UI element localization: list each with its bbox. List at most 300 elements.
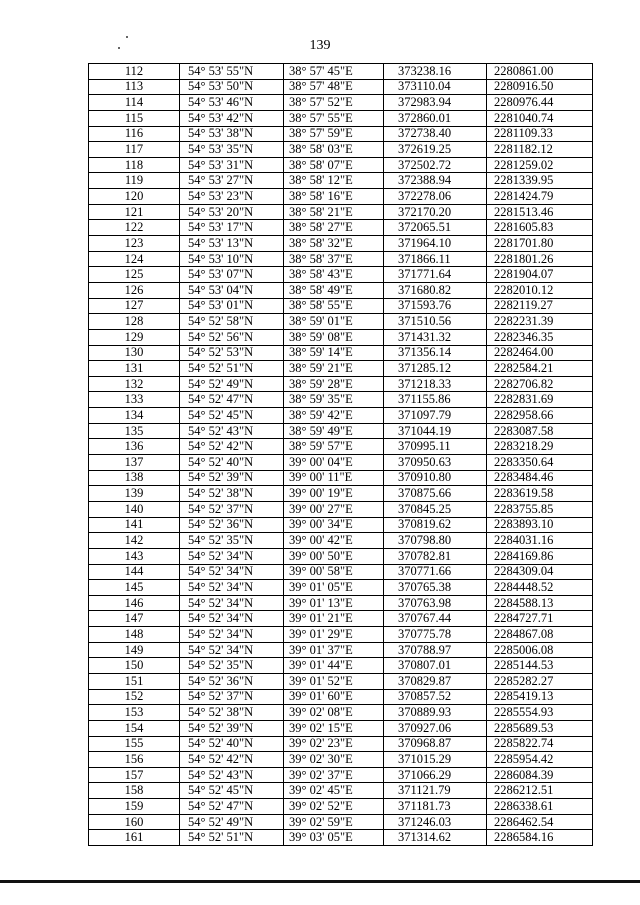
point-number-cell: 148 (89, 627, 180, 643)
x-coordinate-cell: 371044.19 (384, 423, 487, 439)
y-coordinate-cell: 2280916.50 (487, 79, 593, 95)
x-coordinate-cell: 371431.32 (384, 329, 487, 345)
y-coordinate-cell: 2285554.93 (487, 705, 593, 721)
latitude-cell: 54° 52' 36"N (180, 517, 284, 533)
x-coordinate-cell: 371097.79 (384, 408, 487, 424)
y-coordinate-cell: 2286212.51 (487, 783, 593, 799)
point-number-cell: 119 (89, 173, 180, 189)
longitude-cell: 39° 02' 30"E (284, 752, 384, 768)
latitude-cell: 54° 53' 46"N (180, 95, 284, 111)
latitude-cell: 54° 52' 45"N (180, 783, 284, 799)
y-coordinate-cell: 2286584.16 (487, 830, 593, 846)
y-coordinate-cell: 2284448.52 (487, 580, 593, 596)
table-row (89, 267, 593, 283)
longitude-cell: 39° 01' 29"E (284, 627, 384, 643)
latitude-cell: 54° 52' 45"N (180, 408, 284, 424)
table-row (89, 236, 593, 252)
longitude-cell: 38° 59' 01"E (284, 314, 384, 330)
longitude-cell: 38° 59' 42"E (284, 408, 384, 424)
y-coordinate-cell: 2281182.12 (487, 142, 593, 158)
x-coordinate-cell: 370829.87 (384, 673, 487, 689)
latitude-cell: 54° 52' 38"N (180, 705, 284, 721)
x-coordinate-cell: 371181.73 (384, 799, 487, 815)
x-coordinate-cell: 371155.86 (384, 392, 487, 408)
page-number: 139 (309, 38, 331, 53)
y-coordinate-cell: 2285144.53 (487, 658, 593, 674)
latitude-cell: 54° 53' 42"N (180, 110, 284, 126)
table-row (89, 439, 593, 455)
x-coordinate-cell: 372065.51 (384, 220, 487, 236)
y-coordinate-cell: 2282119.27 (487, 298, 593, 314)
longitude-cell: 39° 02' 52"E (284, 799, 384, 815)
y-coordinate-cell: 2281904.07 (487, 267, 593, 283)
latitude-cell: 54° 52' 42"N (180, 439, 284, 455)
latitude-cell: 54° 52' 39"N (180, 470, 284, 486)
x-coordinate-cell: 370819.62 (384, 517, 487, 533)
point-number-cell: 130 (89, 345, 180, 361)
x-coordinate-cell: 372502.72 (384, 157, 487, 173)
x-coordinate-cell: 371285.12 (384, 361, 487, 377)
point-number-cell: 134 (89, 408, 180, 424)
y-coordinate-cell: 2282231.39 (487, 314, 593, 330)
page-bottom-edge (0, 880, 640, 883)
x-coordinate-cell: 371964.10 (384, 236, 487, 252)
x-coordinate-cell: 372388.94 (384, 173, 487, 189)
longitude-cell: 38° 58' 12"E (284, 173, 384, 189)
point-number-cell: 133 (89, 392, 180, 408)
y-coordinate-cell: 2280861.00 (487, 64, 593, 80)
longitude-cell: 39° 00' 27"E (284, 501, 384, 517)
latitude-cell: 54° 52' 34"N (180, 642, 284, 658)
longitude-cell: 38° 59' 14"E (284, 345, 384, 361)
point-number-cell: 142 (89, 533, 180, 549)
latitude-cell: 54° 52' 34"N (180, 548, 284, 564)
latitude-cell: 54° 52' 51"N (180, 830, 284, 846)
longitude-cell: 38° 58' 55"E (284, 298, 384, 314)
y-coordinate-cell: 2281801.26 (487, 251, 593, 267)
point-number-cell: 127 (89, 298, 180, 314)
point-number-cell: 147 (89, 611, 180, 627)
longitude-cell: 39° 00' 42"E (284, 533, 384, 549)
longitude-cell: 39° 02' 59"E (284, 814, 384, 830)
table-row (89, 79, 593, 95)
y-coordinate-cell: 2286338.61 (487, 799, 593, 815)
longitude-cell: 39° 02' 37"E (284, 767, 384, 783)
longitude-cell: 38° 58' 21"E (284, 204, 384, 220)
y-coordinate-cell: 2284031.16 (487, 533, 593, 549)
latitude-cell: 54° 52' 47"N (180, 392, 284, 408)
latitude-cell: 54° 52' 35"N (180, 658, 284, 674)
x-coordinate-cell: 370771.66 (384, 564, 487, 580)
x-coordinate-cell: 370875.66 (384, 486, 487, 502)
table-row (89, 548, 593, 564)
longitude-cell: 39° 01' 13"E (284, 595, 384, 611)
point-number-cell: 129 (89, 329, 180, 345)
longitude-cell: 38° 58' 03"E (284, 142, 384, 158)
latitude-cell: 54° 53' 20"N (180, 204, 284, 220)
y-coordinate-cell: 2281040.74 (487, 110, 593, 126)
table-row (89, 408, 593, 424)
point-number-cell: 139 (89, 486, 180, 502)
longitude-cell: 38° 57' 55"E (284, 110, 384, 126)
table-row (89, 673, 593, 689)
longitude-cell: 38° 57' 45"E (284, 64, 384, 80)
y-coordinate-cell: 2282346.35 (487, 329, 593, 345)
longitude-cell: 39° 00' 34"E (284, 517, 384, 533)
latitude-cell: 54° 52' 43"N (180, 423, 284, 439)
longitude-cell: 39° 01' 60"E (284, 689, 384, 705)
latitude-cell: 54° 53' 38"N (180, 126, 284, 142)
point-number-cell: 124 (89, 251, 180, 267)
point-number-cell: 141 (89, 517, 180, 533)
latitude-cell: 54° 52' 34"N (180, 564, 284, 580)
x-coordinate-cell: 370775.78 (384, 627, 487, 643)
table-row (89, 361, 593, 377)
x-coordinate-cell: 372170.20 (384, 204, 487, 220)
y-coordinate-cell: 2281259.02 (487, 157, 593, 173)
table-row (89, 799, 593, 815)
longitude-cell: 39° 02' 45"E (284, 783, 384, 799)
point-number-cell: 135 (89, 423, 180, 439)
point-number-cell: 115 (89, 110, 180, 126)
point-number-cell: 136 (89, 439, 180, 455)
y-coordinate-cell: 2284309.04 (487, 564, 593, 580)
y-coordinate-cell: 2284727.71 (487, 611, 593, 627)
x-coordinate-cell: 371356.14 (384, 345, 487, 361)
table-row (89, 64, 593, 80)
latitude-cell: 54° 52' 53"N (180, 345, 284, 361)
x-coordinate-cell: 373110.04 (384, 79, 487, 95)
longitude-cell: 39° 01' 44"E (284, 658, 384, 674)
x-coordinate-cell: 370950.63 (384, 455, 487, 471)
point-number-cell: 126 (89, 282, 180, 298)
latitude-cell: 54° 53' 13"N (180, 236, 284, 252)
latitude-cell: 54° 52' 36"N (180, 673, 284, 689)
point-number-cell: 128 (89, 314, 180, 330)
longitude-cell: 39° 00' 19"E (284, 486, 384, 502)
point-number-cell: 150 (89, 658, 180, 674)
y-coordinate-cell: 2284867.08 (487, 627, 593, 643)
y-coordinate-cell: 2282584.21 (487, 361, 593, 377)
y-coordinate-cell: 2284588.13 (487, 595, 593, 611)
table-row (89, 282, 593, 298)
point-number-cell: 140 (89, 501, 180, 517)
point-number-cell: 143 (89, 548, 180, 564)
x-coordinate-cell: 370763.98 (384, 595, 487, 611)
y-coordinate-cell: 2282958.66 (487, 408, 593, 424)
longitude-cell: 39° 01' 37"E (284, 642, 384, 658)
point-number-cell: 138 (89, 470, 180, 486)
latitude-cell: 54° 52' 34"N (180, 627, 284, 643)
x-coordinate-cell: 371593.76 (384, 298, 487, 314)
x-coordinate-cell: 370798.80 (384, 533, 487, 549)
point-number-cell: 121 (89, 204, 180, 220)
table-row (89, 658, 593, 674)
y-coordinate-cell: 2285419.13 (487, 689, 593, 705)
longitude-cell: 38° 58' 27"E (284, 220, 384, 236)
x-coordinate-cell: 370889.93 (384, 705, 487, 721)
latitude-cell: 54° 53' 07"N (180, 267, 284, 283)
x-coordinate-cell: 372860.01 (384, 110, 487, 126)
y-coordinate-cell: 2285954.42 (487, 752, 593, 768)
latitude-cell: 54° 53' 01"N (180, 298, 284, 314)
y-coordinate-cell: 2280976.44 (487, 95, 593, 111)
point-number-cell: 154 (89, 720, 180, 736)
latitude-cell: 54° 52' 37"N (180, 501, 284, 517)
longitude-cell: 38° 58' 37"E (284, 251, 384, 267)
table-row (89, 580, 593, 596)
table-row (89, 376, 593, 392)
y-coordinate-cell: 2283619.58 (487, 486, 593, 502)
y-coordinate-cell: 2281109.33 (487, 126, 593, 142)
y-coordinate-cell: 2285689.53 (487, 720, 593, 736)
x-coordinate-cell: 371510.56 (384, 314, 487, 330)
y-coordinate-cell: 2286084.39 (487, 767, 593, 783)
x-coordinate-cell: 370857.52 (384, 689, 487, 705)
latitude-cell: 54° 52' 47"N (180, 799, 284, 815)
point-number-cell: 123 (89, 236, 180, 252)
x-coordinate-cell: 370927.06 (384, 720, 487, 736)
latitude-cell: 54° 52' 39"N (180, 720, 284, 736)
longitude-cell: 39° 00' 50"E (284, 548, 384, 564)
table-row (89, 251, 593, 267)
latitude-cell: 54° 53' 55"N (180, 64, 284, 80)
table-row (89, 470, 593, 486)
table-row (89, 423, 593, 439)
longitude-cell: 38° 59' 28"E (284, 376, 384, 392)
x-coordinate-cell: 372278.06 (384, 189, 487, 205)
y-coordinate-cell: 2281605.83 (487, 220, 593, 236)
longitude-cell: 38° 58' 49"E (284, 282, 384, 298)
y-coordinate-cell: 2282706.82 (487, 376, 593, 392)
x-coordinate-cell: 370845.25 (384, 501, 487, 517)
table-row (89, 720, 593, 736)
table-row (89, 767, 593, 783)
latitude-cell: 54° 52' 58"N (180, 314, 284, 330)
point-number-cell: 152 (89, 689, 180, 705)
y-coordinate-cell: 2282464.00 (487, 345, 593, 361)
y-coordinate-cell: 2281424.79 (487, 189, 593, 205)
point-number-cell: 151 (89, 673, 180, 689)
table-row (89, 345, 593, 361)
point-number-cell: 114 (89, 95, 180, 111)
point-number-cell: 131 (89, 361, 180, 377)
table-row (89, 189, 593, 205)
longitude-cell: 39° 00' 11"E (284, 470, 384, 486)
point-number-cell: 160 (89, 814, 180, 830)
latitude-cell: 54° 53' 31"N (180, 157, 284, 173)
longitude-cell: 38° 57' 48"E (284, 79, 384, 95)
longitude-cell: 39° 03' 05"E (284, 830, 384, 846)
x-coordinate-cell: 373238.16 (384, 64, 487, 80)
latitude-cell: 54° 52' 34"N (180, 611, 284, 627)
table-row (89, 329, 593, 345)
latitude-cell: 54° 52' 49"N (180, 814, 284, 830)
longitude-cell: 38° 57' 59"E (284, 126, 384, 142)
table-row (89, 752, 593, 768)
point-number-cell: 156 (89, 752, 180, 768)
longitude-cell: 39° 01' 21"E (284, 611, 384, 627)
point-number-cell: 157 (89, 767, 180, 783)
latitude-cell: 54° 53' 04"N (180, 282, 284, 298)
x-coordinate-cell: 371680.82 (384, 282, 487, 298)
longitude-cell: 39° 02' 23"E (284, 736, 384, 752)
latitude-cell: 54° 52' 37"N (180, 689, 284, 705)
x-coordinate-cell: 370995.11 (384, 439, 487, 455)
y-coordinate-cell: 2284169.86 (487, 548, 593, 564)
point-number-cell: 153 (89, 705, 180, 721)
y-coordinate-cell: 2281513.46 (487, 204, 593, 220)
longitude-cell: 39° 00' 04"E (284, 455, 384, 471)
point-number-cell: 113 (89, 79, 180, 95)
table-row (89, 95, 593, 111)
latitude-cell: 54° 52' 35"N (180, 533, 284, 549)
point-number-cell: 125 (89, 267, 180, 283)
latitude-cell: 54° 52' 42"N (180, 752, 284, 768)
point-number-cell: 145 (89, 580, 180, 596)
point-number-cell: 118 (89, 157, 180, 173)
longitude-cell: 38° 59' 57"E (284, 439, 384, 455)
point-number-cell: 146 (89, 595, 180, 611)
table-row (89, 204, 593, 220)
latitude-cell: 54° 53' 23"N (180, 189, 284, 205)
x-coordinate-cell: 370765.38 (384, 580, 487, 596)
x-coordinate-cell: 370910.80 (384, 470, 487, 486)
longitude-cell: 38° 57' 52"E (284, 95, 384, 111)
point-number-cell: 137 (89, 455, 180, 471)
table-row (89, 783, 593, 799)
longitude-cell: 38° 58' 32"E (284, 236, 384, 252)
table-row (89, 314, 593, 330)
y-coordinate-cell: 2285006.08 (487, 642, 593, 658)
longitude-cell: 38° 59' 08"E (284, 329, 384, 345)
y-coordinate-cell: 2283218.29 (487, 439, 593, 455)
table-row (89, 736, 593, 752)
latitude-cell: 54° 53' 17"N (180, 220, 284, 236)
table-row (89, 157, 593, 173)
table-row (89, 830, 593, 846)
table-row (89, 392, 593, 408)
point-number-cell: 159 (89, 799, 180, 815)
table-row (89, 486, 593, 502)
table-row (89, 533, 593, 549)
y-coordinate-cell: 2285282.27 (487, 673, 593, 689)
table-row (89, 126, 593, 142)
scan-speck (126, 36, 128, 38)
y-coordinate-cell: 2283484.46 (487, 470, 593, 486)
latitude-cell: 54° 53' 27"N (180, 173, 284, 189)
x-coordinate-cell: 370807.01 (384, 658, 487, 674)
x-coordinate-cell: 372738.40 (384, 126, 487, 142)
table-row (89, 627, 593, 643)
longitude-cell: 38° 59' 49"E (284, 423, 384, 439)
longitude-cell: 39° 01' 52"E (284, 673, 384, 689)
longitude-cell: 38° 59' 35"E (284, 392, 384, 408)
x-coordinate-cell: 370782.81 (384, 548, 487, 564)
table-row (89, 142, 593, 158)
point-number-cell: 116 (89, 126, 180, 142)
longitude-cell: 39° 02' 15"E (284, 720, 384, 736)
x-coordinate-cell: 372619.25 (384, 142, 487, 158)
table-row (89, 642, 593, 658)
y-coordinate-cell: 2281701.80 (487, 236, 593, 252)
scan-speck (118, 47, 120, 49)
point-number-cell: 117 (89, 142, 180, 158)
latitude-cell: 54° 52' 34"N (180, 595, 284, 611)
point-number-cell: 161 (89, 830, 180, 846)
y-coordinate-cell: 2281339.95 (487, 173, 593, 189)
point-number-cell: 144 (89, 564, 180, 580)
latitude-cell: 54° 53' 50"N (180, 79, 284, 95)
table-row (89, 814, 593, 830)
longitude-cell: 38° 58' 07"E (284, 157, 384, 173)
x-coordinate-cell: 370788.97 (384, 642, 487, 658)
x-coordinate-cell: 371015.29 (384, 752, 487, 768)
longitude-cell: 38° 59' 21"E (284, 361, 384, 377)
y-coordinate-cell: 2283087.58 (487, 423, 593, 439)
table-row (89, 501, 593, 517)
table-row (89, 517, 593, 533)
x-coordinate-cell: 371771.64 (384, 267, 487, 283)
table-row (89, 455, 593, 471)
table-row (89, 298, 593, 314)
latitude-cell: 54° 53' 10"N (180, 251, 284, 267)
table-row (89, 689, 593, 705)
latitude-cell: 54° 52' 49"N (180, 376, 284, 392)
point-number-cell: 122 (89, 220, 180, 236)
latitude-cell: 54° 52' 56"N (180, 329, 284, 345)
longitude-cell: 39° 00' 58"E (284, 564, 384, 580)
point-number-cell: 132 (89, 376, 180, 392)
table-row (89, 110, 593, 126)
y-coordinate-cell: 2283350.64 (487, 455, 593, 471)
x-coordinate-cell: 370968.87 (384, 736, 487, 752)
longitude-cell: 39° 01' 05"E (284, 580, 384, 596)
x-coordinate-cell: 371121.79 (384, 783, 487, 799)
longitude-cell: 39° 02' 08"E (284, 705, 384, 721)
x-coordinate-cell: 371246.03 (384, 814, 487, 830)
latitude-cell: 54° 52' 40"N (180, 736, 284, 752)
y-coordinate-cell: 2286462.54 (487, 814, 593, 830)
table-row (89, 220, 593, 236)
table-row (89, 595, 593, 611)
point-number-cell: 149 (89, 642, 180, 658)
x-coordinate-cell: 371314.62 (384, 830, 487, 846)
point-number-cell: 112 (89, 64, 180, 80)
x-coordinate-cell: 371066.29 (384, 767, 487, 783)
y-coordinate-cell: 2283755.85 (487, 501, 593, 517)
latitude-cell: 54° 52' 34"N (180, 580, 284, 596)
latitude-cell: 54° 52' 38"N (180, 486, 284, 502)
latitude-cell: 54° 52' 40"N (180, 455, 284, 471)
x-coordinate-cell: 371218.33 (384, 376, 487, 392)
table-row (89, 564, 593, 580)
x-coordinate-cell: 372983.94 (384, 95, 487, 111)
coordinates-table (88, 63, 593, 846)
longitude-cell: 38° 58' 43"E (284, 267, 384, 283)
y-coordinate-cell: 2282010.12 (487, 282, 593, 298)
coordinates-table-body (89, 64, 593, 846)
table-row (89, 705, 593, 721)
latitude-cell: 54° 52' 51"N (180, 361, 284, 377)
point-number-cell: 158 (89, 783, 180, 799)
point-number-cell: 120 (89, 189, 180, 205)
x-coordinate-cell: 371866.11 (384, 251, 487, 267)
y-coordinate-cell: 2283893.10 (487, 517, 593, 533)
table-row (89, 173, 593, 189)
longitude-cell: 38° 58' 16"E (284, 189, 384, 205)
table-row (89, 611, 593, 627)
